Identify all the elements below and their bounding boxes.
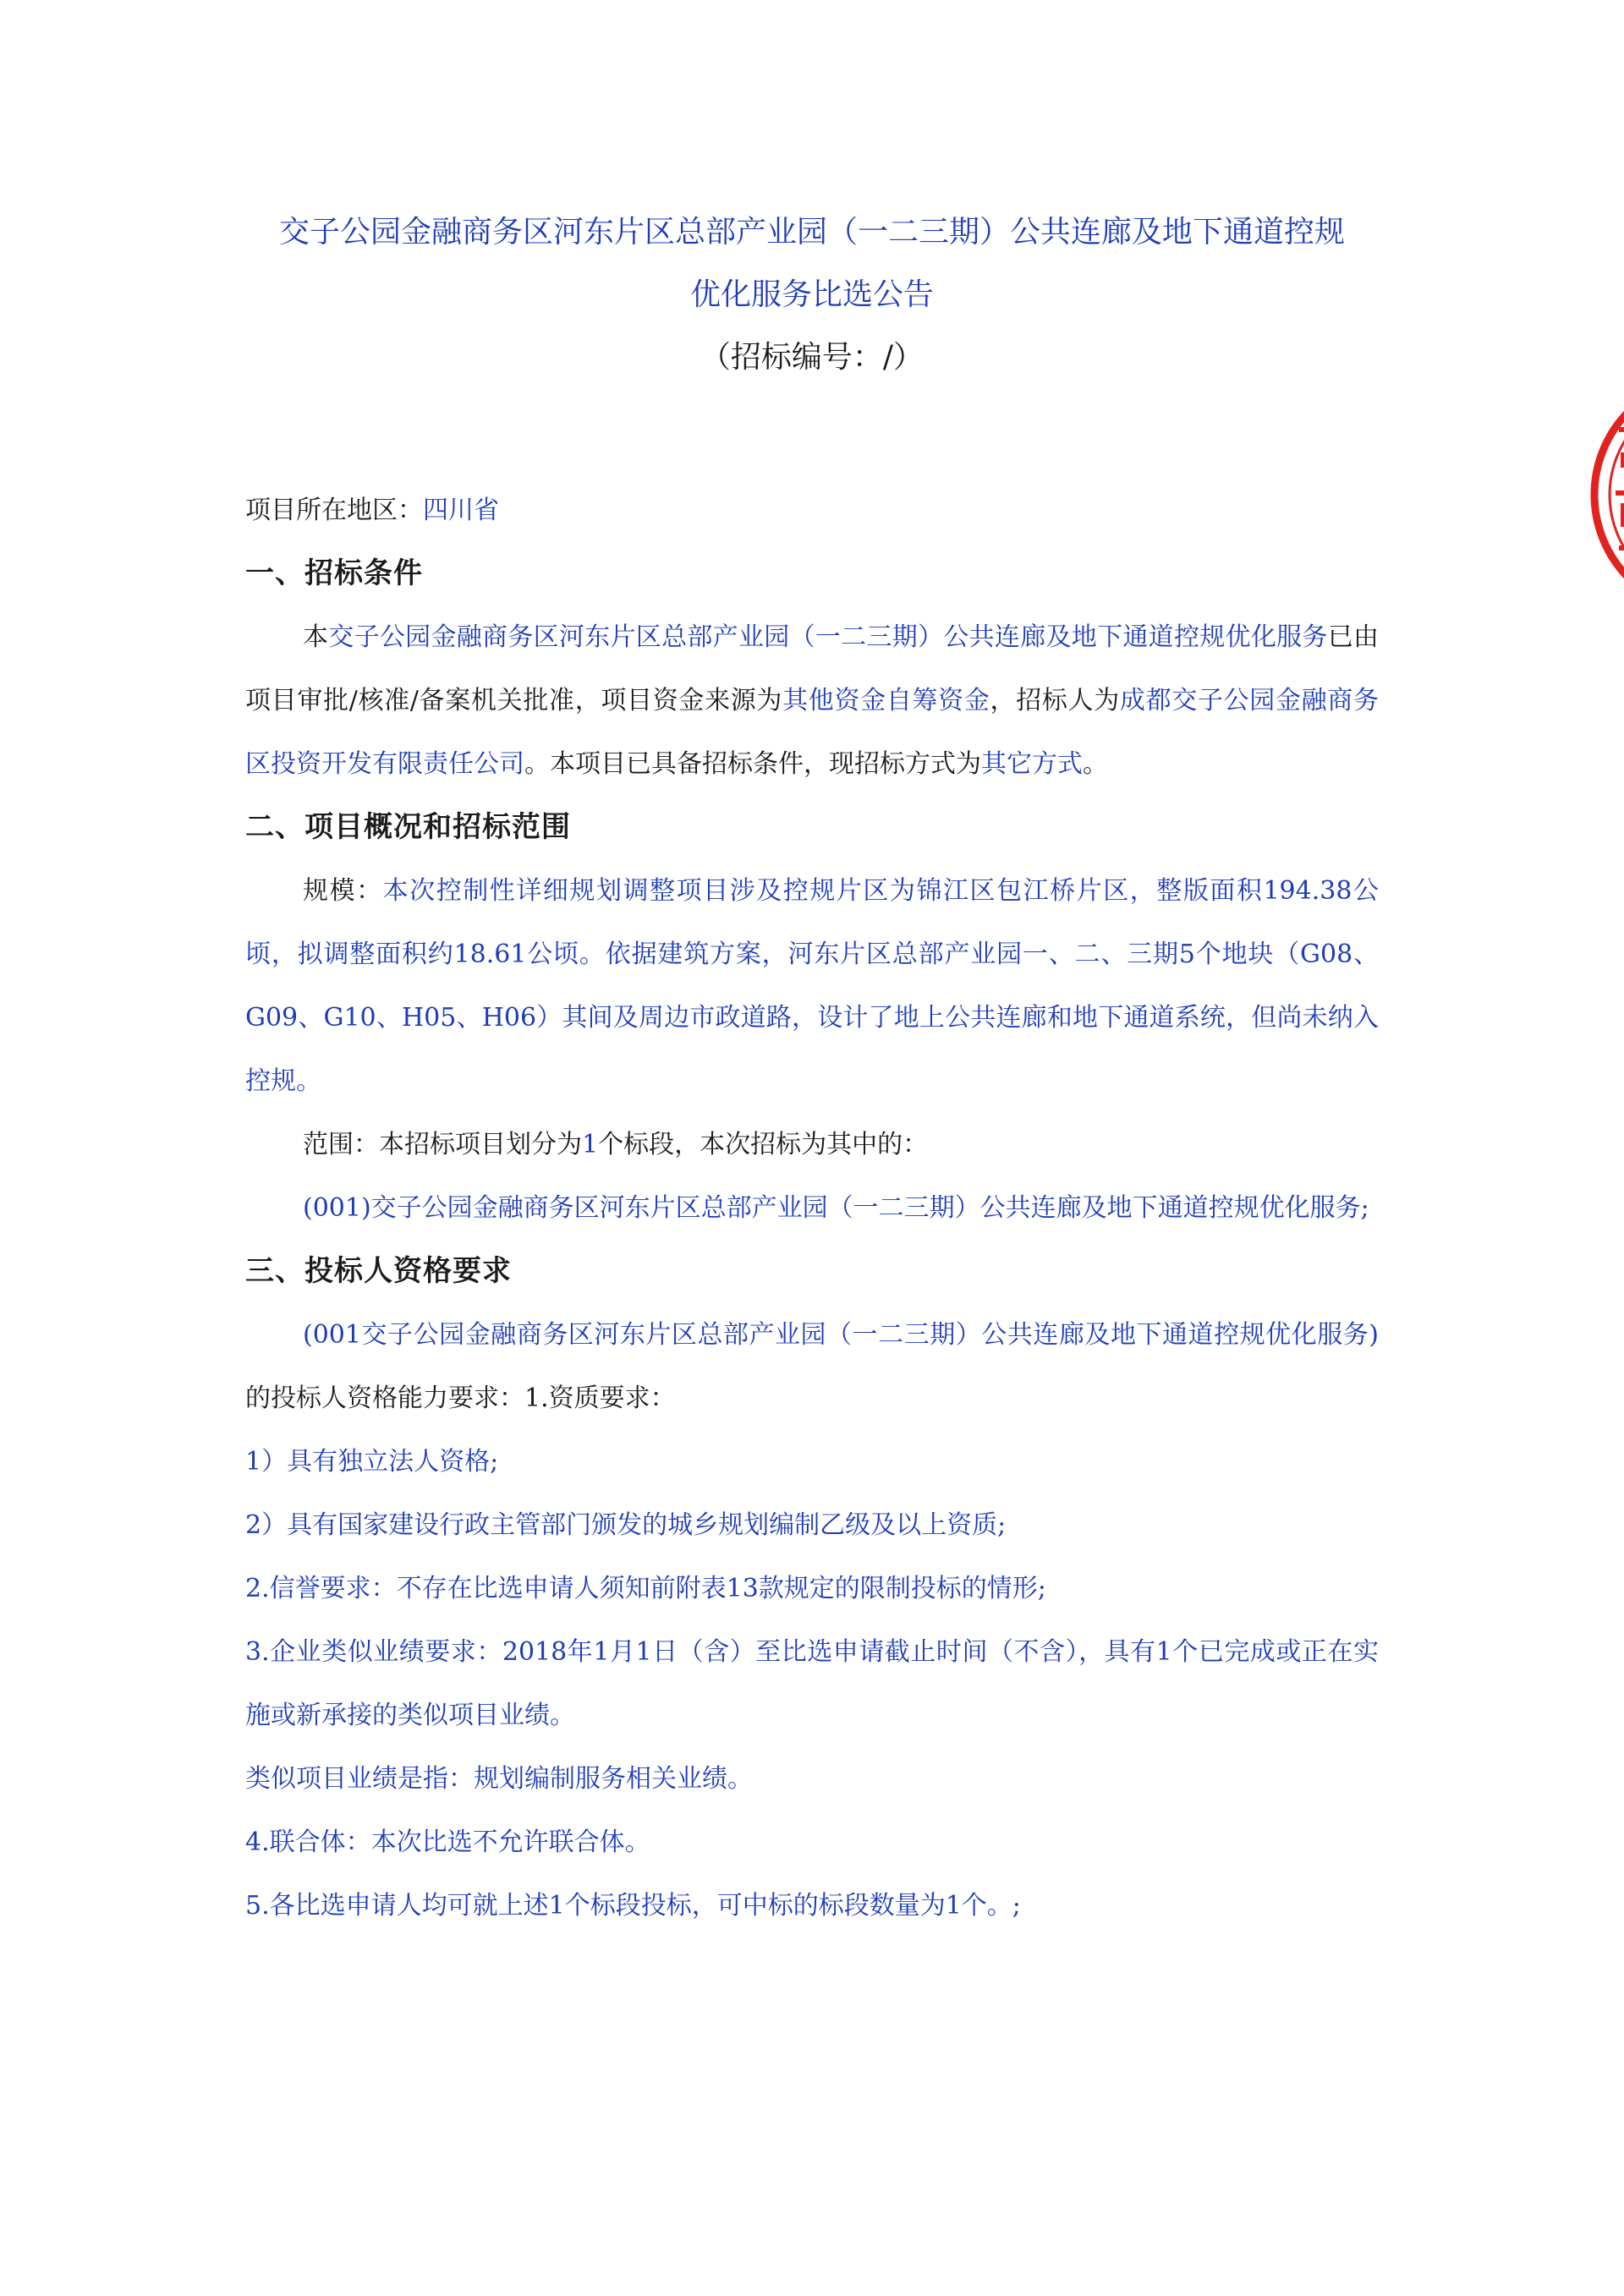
requirement-item: 4.联合体：本次比选不允许联合体。	[245, 1827, 650, 1857]
section-heading-1: 一、招标条件	[245, 556, 423, 590]
project-name: 交子公园金融商务区河东片区总部产业园（一二三期）公共连廊及地下通道控规优化服务	[328, 622, 1328, 652]
section-heading-2: 二、项目概况和招标范围	[245, 810, 571, 844]
section1-text-prefix: 本	[303, 622, 329, 652]
section1-text-tenderer-label: ，招标人为	[990, 686, 1120, 715]
requirement-item: 1）具有独立法人资格;	[245, 1447, 499, 1477]
section1-paragraph	[245, 606, 1379, 796]
document-body	[245, 479, 1379, 1937]
requirement-item: 2）具有国家建设行政主管部门颁发的城乡规划编制乙级及以上资质;	[245, 1510, 1007, 1540]
qualification-intro	[245, 1303, 1379, 1430]
scale-text: 本次控制性详细规划调整项目涉及控规片区为锦江区包江桥片区，整版面积194.38公顷，拟调整面积约18.61公顷。依据建筑方案，河东片区总部产业园一、二、三期5个地块（G08、G09、G10、H05、H06）其间及周边市政道路，设计了地上公共连廊和地下通道系统，但尚未纳入控规。	[245, 876, 1379, 1096]
fund-source: 其他资金自筹资金	[782, 686, 990, 715]
tender-method: 其它方式	[981, 749, 1083, 779]
requirement-item: 2.信誉要求：不存在比选申请人须知前附表13款规定的限制投标的情形;	[245, 1574, 1046, 1603]
lot-count: 1	[582, 1130, 599, 1159]
bid-code: （招标编号：/）	[700, 340, 924, 375]
requirement-item: 3.企业类似业绩要求：2018年1月1日（含）至比选申请截止时间（不含），具有1个已完成或正在实施或新承接的类似项目业绩。	[245, 1637, 1379, 1730]
requirement-item: 类似项目业绩是指：规划编制服务相关业绩。	[245, 1764, 753, 1794]
project-scope-paragraph	[245, 1113, 1379, 1176]
region-value: 四川省	[423, 496, 499, 525]
section1-text-end: 。	[1083, 749, 1108, 779]
scope-suffix: 个标段，本次招标为其中的：	[598, 1130, 929, 1159]
requirement-item: 5.各比选申请人均可就上述1个标段投标，可中标的标段数量为1个。;	[245, 1891, 1021, 1921]
section1-text-method-label: 。本项目已具备招标条件，现招标方式为	[524, 749, 981, 779]
qualification-lot-name: (001交子公园金融商务区河东片区总部产业园（一二三期）公共连廊及地下通道控规优化服务)	[303, 1320, 1379, 1350]
project-region	[245, 479, 1379, 542]
section-heading-3: 三、投标人资格要求	[245, 1254, 512, 1288]
region-label: 项目所在地区：	[245, 496, 423, 525]
scale-label: 规模：	[303, 876, 383, 906]
document-title-line-2: 优化服务比选公告	[689, 277, 934, 312]
project-scale-paragraph	[245, 859, 1379, 1113]
document-title-block	[245, 201, 1379, 389]
red-seal-icon	[1582, 364, 1624, 626]
qualification-intro-tail: 的投标人资格能力要求：1.资质要求：	[245, 1384, 676, 1413]
tenderer-name: 成都交子公园金融商务区投资开发有限责任公司	[245, 686, 1380, 779]
lot-item: (001)交子公园金融商务区河东片区总部产业园（一二三期）公共连廊及地下通道控规优化服务;	[303, 1193, 1369, 1223]
scope-prefix: 范围：本招标项目划分为	[303, 1130, 582, 1159]
document-title-line-1: 交子公园金融商务区河东片区总部产业园（一二三期）公共连廊及地下通道控规	[278, 215, 1345, 249]
section1-text-approval: 已由项目审批/核准/备案机关批准，项目资金来源为	[245, 622, 1380, 715]
